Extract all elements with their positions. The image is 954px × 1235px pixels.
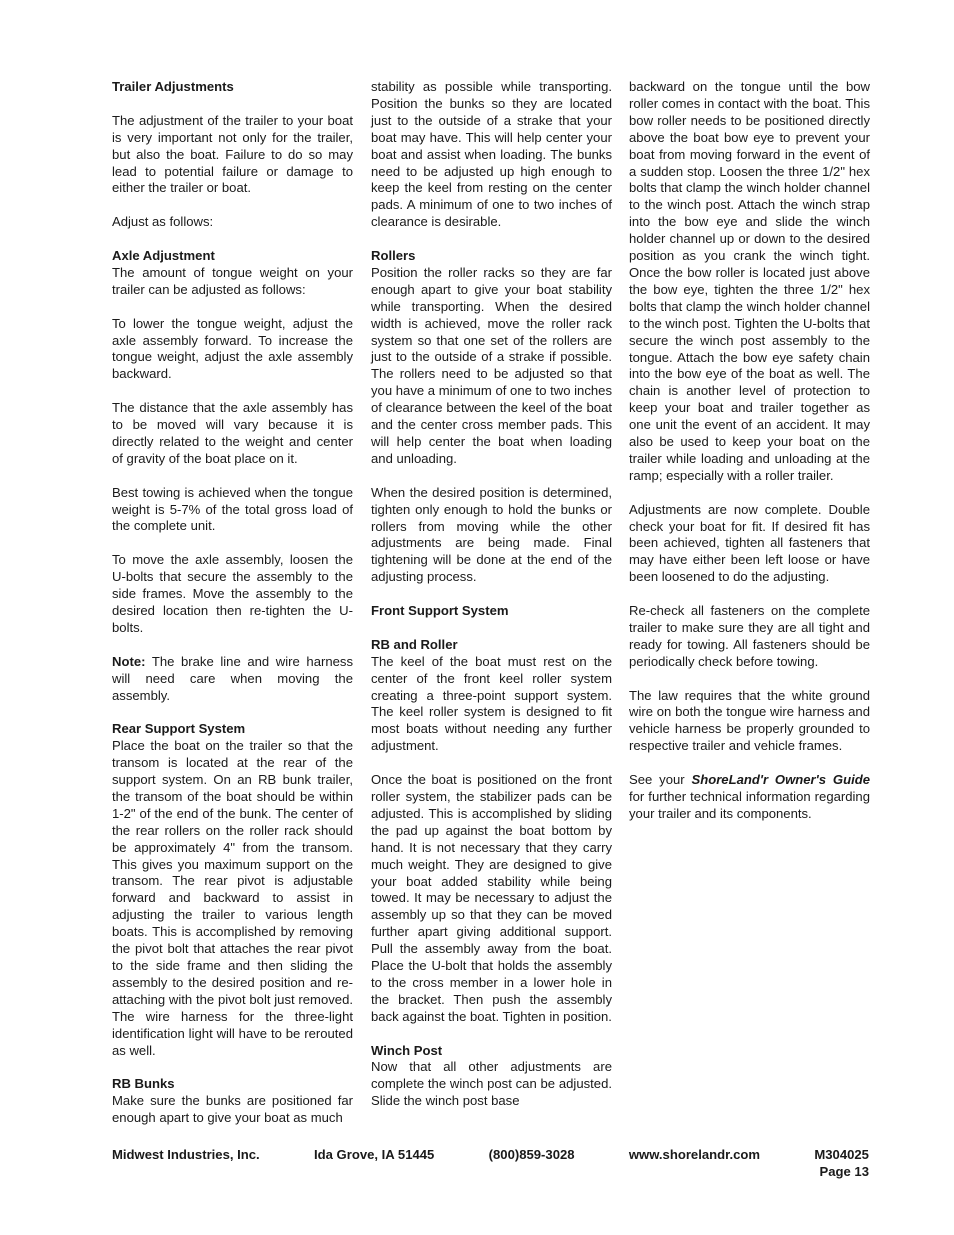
note-text: The brake line and wire harness will need care when moving the assembly.: [112, 653, 353, 703]
footer-phone: (800)859-3028: [488, 1147, 575, 1162]
paragraph: When the desired position is determined, tighten only enough to hold the bunks or rollers from moving while the other adjustments are being made. Final tightening will be done at the end of the adjusting process.: [371, 484, 612, 585]
heading-rollers: Rollers: [371, 248, 416, 264]
paragraph: The adjustment of the trailer to your boat is very important not only for the trailer, but also the boat. Failure to do so may lead to potential failure or damage to either the trailer or boat.: [112, 112, 353, 196]
column-1: [112, 79, 353, 1127]
column-3: [629, 79, 870, 840]
column-2: [371, 79, 612, 1110]
paragraph: Place the boat on the trailer so that the transom is located at the rear of the support system. On an RB bunk trailer, the transom of the boat should be within 1-2" of the end of the bunk. The center of the rear rollers on the roller rack should be approximately 4" from the transom. This gives you maximum support on the transom. The rear pivot is adjustable forward and backward to assist in adjusting the trailer to various length boats. This is accomplished by removing the pivot bolt that attaches the rear pivot to the side frame and then sliding the assembly to the desired position and re-attaching with the pivot bolt just removed. The wire harness for the three-light identification light will have to be rerouted as well.: [112, 738, 353, 1058]
paragraph: To lower the tongue weight, adjust the axle assembly forward. To increase the tongue weight, adjust the axle assembly backward.: [112, 315, 353, 382]
owners-guide-paragraph: [629, 772, 870, 823]
footer-company: Midwest Industries, Inc.: [112, 1147, 260, 1162]
heading-rear-support-system: Rear Support System: [112, 721, 246, 737]
paragraph: Adjustments are now complete. Double check your boat for fit. If desired fit has been achieved, tighten all fasteners that may have either been left loose or have been loosened to do the adjusting.: [629, 501, 870, 585]
footer-row: [112, 1146, 869, 1163]
heading-front-support-system: Front Support System: [371, 603, 509, 619]
heading-rb-bunks: RB Bunks: [112, 1076, 175, 1092]
footer-doc-number: M304025: [814, 1147, 869, 1162]
footer-location: Ida Grove, IA 51445: [314, 1147, 435, 1162]
paragraph: The law requires that the white ground wire on both the tongue wire harness and vehicle harness be properly grounded to respective trailer and vehicle frames.: [629, 687, 870, 754]
footer-page-number: Page 13: [819, 1164, 869, 1179]
paragraph: The keel of the boat must rest on the center of the front keel roller system creating a three-point support system. The keel roller system is designed to fit most boats without needing any further adjustment.: [371, 653, 612, 754]
paragraph: Adjust as follows:: [112, 214, 214, 230]
note-label: Note:: [112, 653, 146, 669]
paragraph: Now that all other adjustments are complete the winch post can be adjusted. Slide the winch post base: [371, 1059, 612, 1109]
paragraph: To move the axle assembly, loosen the U-bolts that secure the assembly to the side frames. Move the assembly to the desired location then re-tighten the U-bolts.: [112, 552, 353, 635]
paragraph: Re-check all fasteners on the complete trailer to make sure they are all tight and ready for towing. All fasteners should be periodically check before towing.: [629, 603, 870, 669]
paragraph: backward on the tongue until the bow roller comes in contact with the boat. This bow roller needs to be positioned directly above the boat bow eye to prevent your boat from moving forward in the event of a sudden stop. Loosen the three 1/2" hex bolts that clamp the winch holder channel to the winch post. Attach the winch strap into the bow eye and slide the winch holder channel up or down to the desired position as you crank the winch tight. Once the bow roller is located just above the bow eye, tighten the three 1/2" hex bolts that clamp the winch holder channel to the winch post. Tighten the U-bolts that secure the winch post assembly to the tongue. Attach the bow eye safety chain into the bow eye of the boat as well. The chain is another level of protection to keep your boat and trailer together as one unit the event of an accident. It may also be used to keep your boat on the trailer while loading and unloading at the ramp; especially with a roller trailer.: [629, 79, 870, 483]
paragraph: Make sure the bunks are positioned far enough apart to give your boat as much: [112, 1093, 353, 1126]
paragraph: Best towing is achieved when the tongue weight is 5-7% of the total gross load of the complete unit.: [112, 484, 353, 534]
see-suffix: for further technical information regarding your trailer and its components.: [629, 789, 870, 821]
note-paragraph: [112, 654, 353, 705]
paragraph: Once the boat is positioned on the front roller system, the stabilizer pads can be adjusted. This is accomplished by sliding the pad up against the boat bottom by hand. It is not necessary that they carry much weight. They are designed to give your boat added stability while being towed. It may be necessary to adjust the assembly up so that they can be moved further apart giving additional support. Pull the assembly away from the boat. Place the U-bolt that holds the assembly to the cross member in a lower hole in the bracket. Then push the assembly back against the boat. Tighten in position.: [371, 772, 612, 1024]
heading-rb-and-roller: RB and Roller: [371, 636, 458, 652]
paragraph: The amount of tongue weight on your trailer can be adjusted as follows:: [112, 264, 353, 297]
heading-axle-adjustment: Axle Adjustment: [112, 248, 215, 264]
page-footer: [112, 1146, 869, 1180]
heading-trailer-adjustments: Trailer Adjustments: [112, 79, 234, 94]
footer-website: www.shorelandr.com: [628, 1147, 761, 1162]
see-prefix: See your: [629, 772, 692, 788]
paragraph: The distance that the axle assembly has to be moved will vary because it is directly related to the weight and center of gravity of the boat place on it.: [112, 400, 353, 466]
owners-guide-title: ShoreLand'r Owner's Guide: [691, 772, 870, 788]
paragraph: Position the roller racks so they are far enough apart to give your boat stability while transporting. When the desired width is achieved, move the roller rack system so that one set of the rollers are just to the outside of a strake if possible. The rollers need to be adjusted so that you have a minimum of one to two inches of clearance between the keel of the boat and the center cross member pads. This will help center the boat when loading and unloading.: [371, 264, 612, 466]
paragraph: stability as possible while transporting. Position the bunks so they are located just to the outside of a strake that your boat may have. This will help center your boat and assist when loading. The bunks need to be adjusted up high enough to keep the keel from resting on the center pads. A minimum of one to two inches of clearance is desirable.: [371, 79, 612, 230]
heading-winch-post: Winch Post: [371, 1042, 443, 1058]
